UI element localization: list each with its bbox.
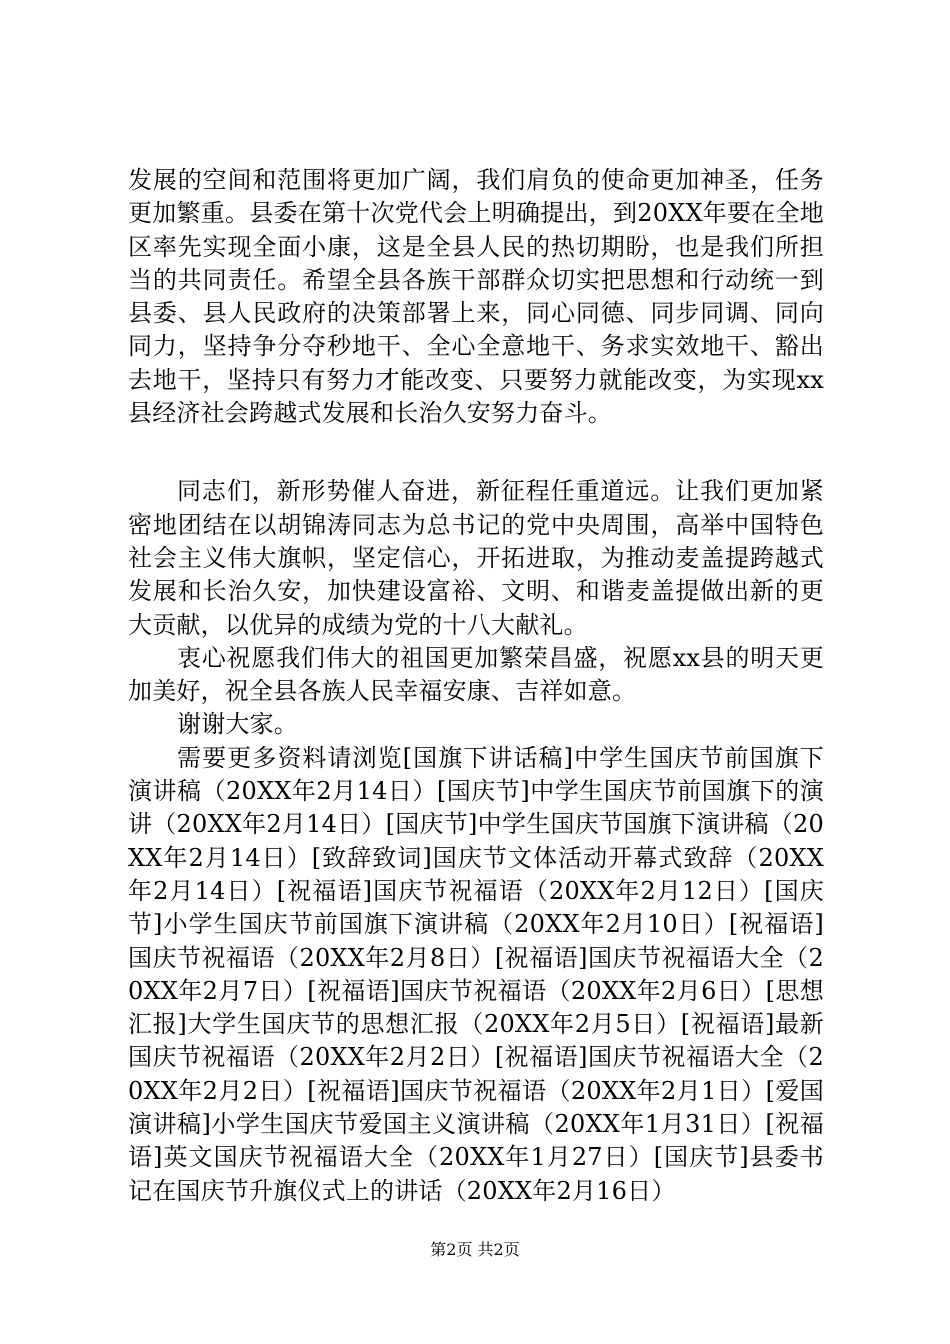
paragraph-closing-appeal: 同志们，新形势催人奋进，新征程任重道远。让我们更加紧密地团结在以胡锦涛同志为总书记的党中央周围，高举中国特色社会主义伟大旗帜，坚定信心，开拓进取，为推动麦盖提跨越式发展和长治久安，加快建设富裕、文明、和谐麦盖提做出新的更大贡献，以优异的成绩为党的十八大献礼。 xyxy=(128,477,824,639)
page-number-footer: 第2页 共2页 xyxy=(430,1240,520,1259)
paragraph-gap xyxy=(128,430,824,475)
paragraph-thanks: 谢谢大家。 xyxy=(177,710,298,739)
document-body xyxy=(128,164,824,1208)
paragraph-continuation: 发展的空间和范围将更加广阔，我们肩负的使命更加神圣，任务更加繁重。县委在第十次党代会上明确提出，到20XX年要在全地区率先实现全面小康，这是全县人民的热切期盼，也是我们所担当的共同责任。希望全县各族干部群众切实把思想和行动统一到县委、县人民政府的决策部署上来，同心同德、同步同调、同向同力，坚持争分夺秒地干、全心全意地干、务求实效地干、豁出去地干，坚持只有努力才能改变、只要努力就能改变，为实现xx县经济社会跨越式发展和长治久安努力奋斗。 xyxy=(128,166,824,428)
paragraph-related-links: 需要更多资料请浏览[国旗下讲话稿]中学生国庆节前国旗下演讲稿（20XX年2月14日）[国庆节]中学生国庆节前国旗下的演讲（20XX年2月14日）[国庆节]中学生国庆节国旗下演讲稿（20XX年2月14日）[致辞致词]国庆节文体活动开幕式致辞（20XX年2月14日）[祝福语]国庆节祝福语（20XX年2月12日）[国庆节]小学生国庆节前国旗下演讲稿（20XX年2月10日）[祝福语]国庆节祝福语（20XX年2月8日）[祝福语]国庆节祝福语大全（20XX年2月7日）[祝福语]国庆节祝福语（20XX年2月6日）[思想汇报]大学生国庆节的思想汇报（20XX年2月5日）[祝福语]最新国庆节祝福语（20XX年2月2日）[祝福语]国庆节祝福语大全（20XX年2月2日）[祝福语]国庆节祝福语（20XX年2月1日）[爱国演讲稿]小学生国庆节爱国主义演讲稿（20XX年1月31日）[祝福语]英文国庆节祝福语大全（20XX年1月27日）[国庆节]县委书记在国庆节升旗仪式上的讲话（20XX年2月16日） xyxy=(128,743,824,1205)
paragraph-wishes: 衷心祝愿我们伟大的祖国更加繁荣昌盛，祝愿xx县的明天更加美好，祝全县各族人民幸福安康、吉祥如意。 xyxy=(128,643,824,706)
